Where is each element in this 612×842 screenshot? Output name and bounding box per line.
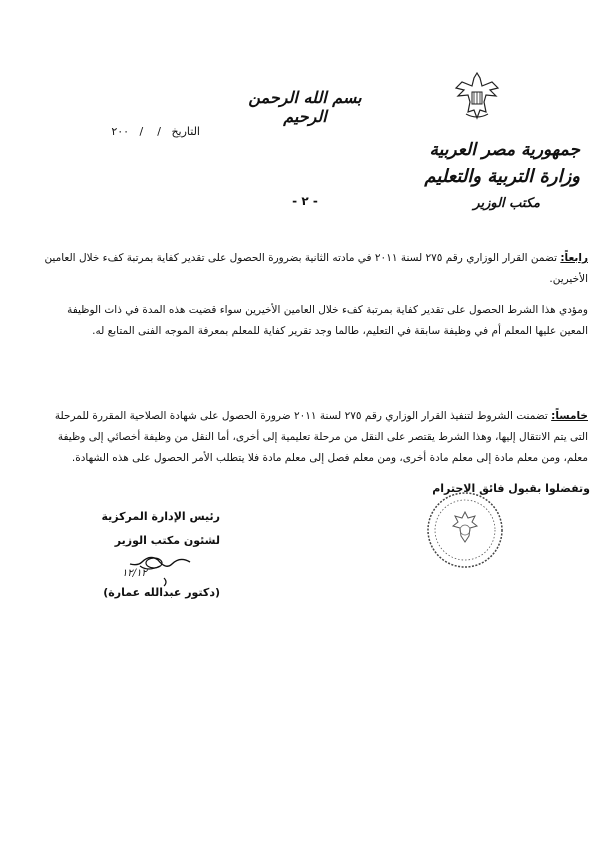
closing-line: وتفضلوا بقبول فائق الاحترام: [432, 482, 590, 495]
date-year: ٢٠٠: [111, 125, 130, 138]
paragraph-condition: ومؤدي هذا الشرط الحصول على تقدير كفاية بمرتبة كفء خلال العامين الأخيرين سواء قضيت هذه المدة في ذات الوظيفة المعين عليها المعلم أم في وظيفة سابقة في التعليم، طالما وجد تقرير كفاية للمعلم بمعرفة الموجه الفنى المتابع له.: [67, 304, 588, 337]
paragraph-fourth: [40, 248, 588, 290]
official-seal-icon: [425, 490, 505, 570]
eagle-emblem-icon: [452, 68, 502, 123]
basmala: بسم الله الرحمن الرحيم: [248, 88, 362, 126]
paragraph-fifth: [40, 406, 588, 469]
signature-date: ١٢/١٢: [122, 568, 147, 579]
signature-name: (دكتور عبدالله عمارة): [103, 586, 220, 599]
date-line: [40, 125, 200, 143]
org-office: مكتب الوزير: [473, 196, 540, 211]
paragraph-fifth-label: خامساً:: [551, 410, 588, 422]
signature-title-2: لشئون مكتب الوزير: [114, 534, 220, 547]
paragraph-fourth-text: تضمن القرار الوزاري رقم ٢٧٥ لسنة ٢٠١١ في مادته الثانية بضرورة الحصول على تقدير كفاية بمرتبة كفء خلال العامين الأخيرين.: [44, 252, 588, 285]
org-ministry: وزارة التربية والتعليم: [424, 166, 580, 187]
signature-title-1: رئيس الإدارة المركزية: [101, 510, 220, 523]
date-label: التاريخ: [171, 125, 200, 138]
page-number: - ٢ -: [292, 194, 318, 208]
paragraph-fourth-label: رابعاً:: [560, 252, 588, 264]
org-country: جمهورية مصر العربية: [429, 140, 580, 160]
date-separator-1: / /: [132, 125, 168, 138]
paragraph-fifth-text: تضمنت الشروط لتنفيذ القرار الوزاري رقم ٢٧٥ لسنة ٢٠١١ ضرورة الحصول على شهادة الصلاحية المقررة للمرحلة التى يتم الانتقال إليها، وهذا الشرط يقتصر على النقل من مرحلة تعليمية إلى أخرى، أما النقل من وظيفة أخصائي إلى وظيفة معلم، ومن معلم مادة إلى معلم مادة أخرى، ومن معلم فصل إلى معلم مادة فلا يتطلب الأمر الحصول على هذه الشهادة.: [54, 410, 588, 464]
